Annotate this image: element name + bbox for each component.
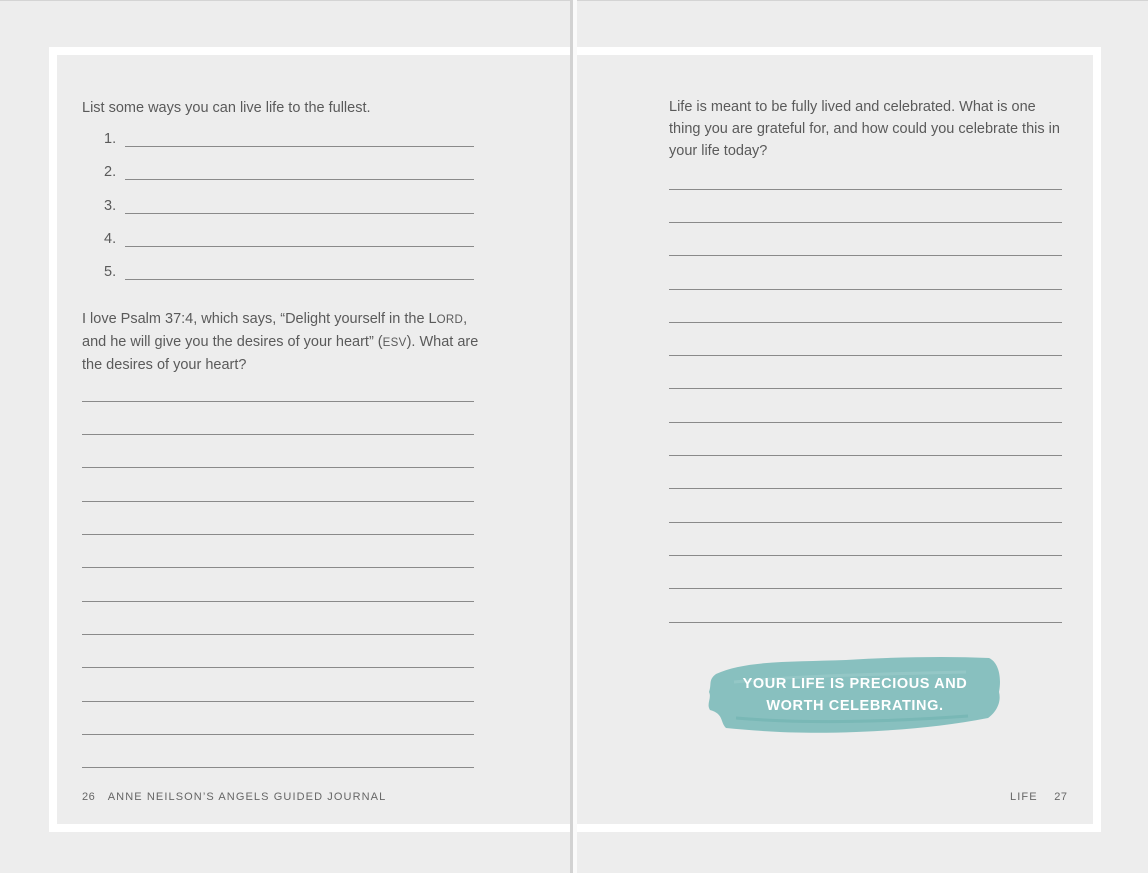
writing-line[interactable] <box>669 622 1062 623</box>
writing-line[interactable] <box>669 555 1062 556</box>
writing-line[interactable] <box>82 567 474 568</box>
writing-line[interactable] <box>82 534 474 535</box>
writing-line[interactable] <box>669 388 1062 389</box>
list-number: 4. <box>104 231 117 247</box>
writing-line[interactable] <box>82 767 474 768</box>
prompt-psalm-text-1: I love Psalm 37:4, which says, “Delight yourself in the <box>82 311 429 327</box>
prompt-psalm-text-3: ). What are the desires of your heart? <box>82 334 479 373</box>
writing-line[interactable] <box>669 488 1062 489</box>
banner-line-2: WORTH CELEBRATING. <box>766 698 944 714</box>
writing-line[interactable] <box>125 213 474 214</box>
writing-line[interactable] <box>82 701 474 702</box>
writing-line[interactable] <box>669 455 1062 456</box>
prompt-live-life-fullest: List some ways you can live life to the fullest. <box>82 100 371 116</box>
lord-initial: L <box>428 311 437 327</box>
page-number: 26 <box>82 791 96 803</box>
writing-line[interactable] <box>82 434 474 435</box>
watercolor-banner <box>706 652 1004 736</box>
list-number: 5. <box>104 264 117 280</box>
writing-line[interactable] <box>125 179 474 180</box>
banner-line-1: YOUR LIFE IS PRECIOUS AND <box>742 676 968 692</box>
writing-line[interactable] <box>669 189 1062 190</box>
page-number: 27 <box>1054 791 1068 803</box>
lord-small-caps: ORD <box>436 314 464 326</box>
prompt-psalm-desires <box>82 308 482 376</box>
writing-line[interactable] <box>82 667 474 668</box>
writing-line[interactable] <box>669 422 1062 423</box>
writing-line[interactable] <box>669 255 1062 256</box>
prompt-grateful-celebrate: Life is meant to be fully lived and celebrated. What is one thing you are grateful for, and how could you celebrate this in your life today? <box>669 99 1060 159</box>
writing-line[interactable] <box>82 401 474 402</box>
esv-small-caps: ESV <box>382 337 407 349</box>
prompt-psalm-text-2: , and he will give you the desires of your heart” ( <box>82 311 468 350</box>
writing-line[interactable] <box>669 355 1062 356</box>
writing-line[interactable] <box>82 634 474 635</box>
writing-line[interactable] <box>669 322 1062 323</box>
list-number: 2. <box>104 164 117 180</box>
right-footer <box>1010 791 1068 803</box>
writing-line[interactable] <box>82 501 474 502</box>
writing-line[interactable] <box>669 289 1062 290</box>
banner-text <box>706 673 1004 717</box>
writing-line[interactable] <box>669 222 1062 223</box>
left-footer <box>82 791 386 803</box>
writing-line[interactable] <box>82 467 474 468</box>
list-number: 1. <box>104 131 117 147</box>
writing-line[interactable] <box>125 246 474 247</box>
running-title: ANNE NEILSON’S ANGELS GUIDED JOURNAL <box>107 791 387 803</box>
section-title: LIFE <box>1010 791 1038 803</box>
left-page <box>57 55 570 824</box>
writing-line[interactable] <box>125 146 474 147</box>
book-spine-highlight <box>573 0 577 873</box>
writing-line[interactable] <box>82 601 474 602</box>
list-number: 3. <box>104 198 117 214</box>
writing-line[interactable] <box>82 734 474 735</box>
writing-line[interactable] <box>125 279 474 280</box>
writing-line[interactable] <box>669 522 1062 523</box>
writing-line[interactable] <box>669 588 1062 589</box>
